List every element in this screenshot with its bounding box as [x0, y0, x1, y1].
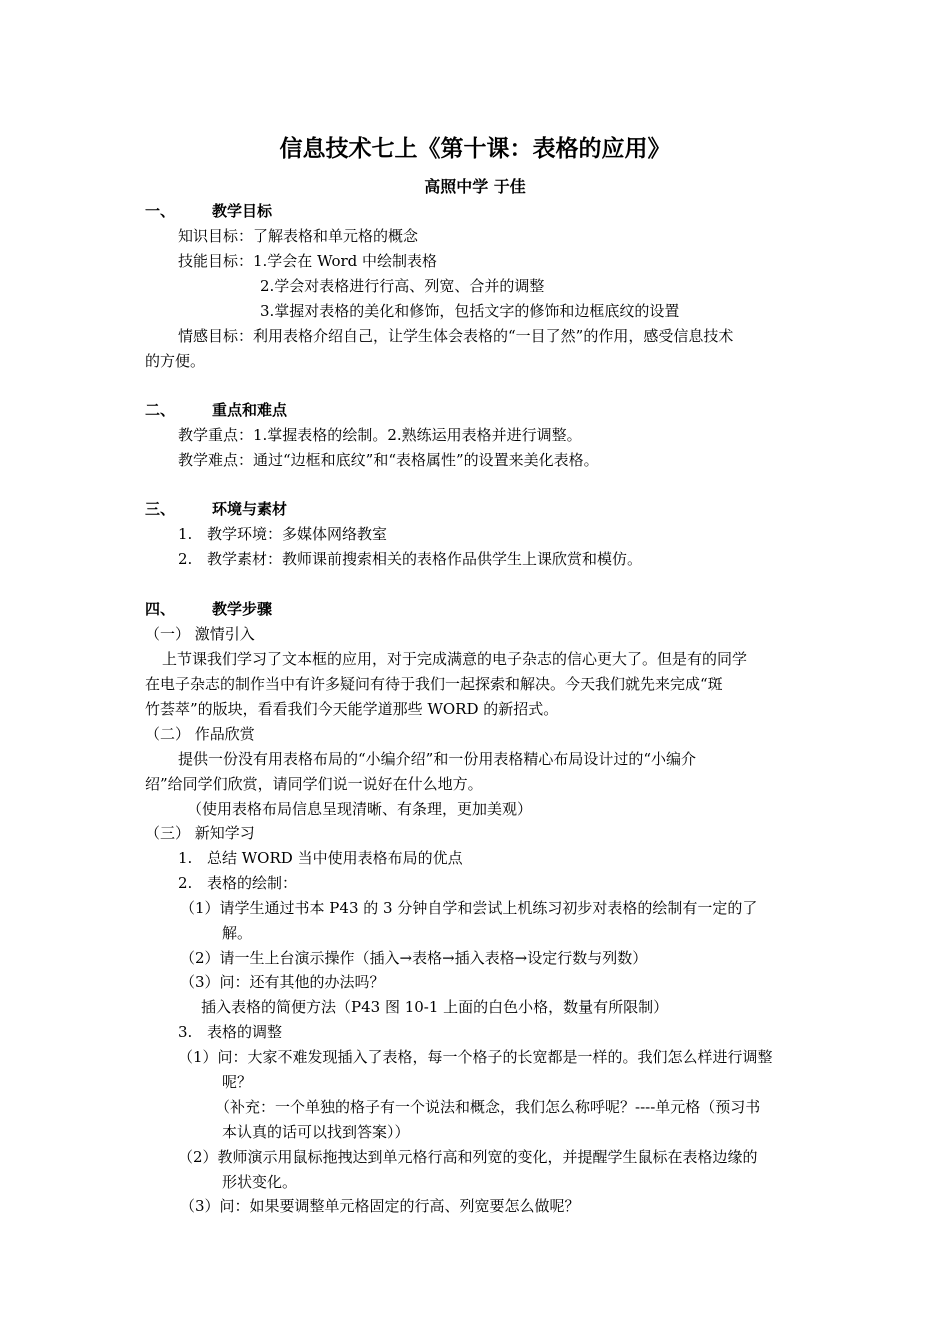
- intro-line-3: 竹荟萃”的版块，看看我们今天能学道那些 WORD 的新招式。: [145, 700, 559, 718]
- new-knowledge-3: 表格的调整: [207, 1023, 283, 1041]
- teaching-environment: 教学环境：多媒体网络教室: [207, 525, 388, 543]
- section-title: 重点和难点: [212, 401, 288, 419]
- subsection-label-1: （一） 激情引入: [145, 625, 255, 643]
- section-title: 教学步骤: [212, 600, 273, 618]
- teaching-materials: 教学素材：教师课前搜索相关的表格作品供学生上课欣赏和模仿。: [207, 550, 643, 568]
- adjust-supplement-line-2: 本认真的话可以找到答案））: [222, 1123, 410, 1141]
- section-number: 四、: [145, 600, 176, 618]
- document-title: 信息技术七上《第十课：表格的应用》: [279, 136, 671, 162]
- list-item-number: 3.: [178, 1023, 193, 1041]
- subsection-label-2: （二） 作品欣赏: [145, 725, 255, 743]
- emotion-goal-line-1: 情感目标：利用表格介绍自己，让学生体会表格的“一目了然”的作用，感受信息技术: [178, 327, 734, 345]
- list-item-number: 1.: [178, 525, 193, 543]
- skill-goal-2: 2.学会对表格进行行高、列宽、合并的调整: [260, 277, 545, 295]
- adjust-step-2-line-2: 形状变化。: [222, 1173, 298, 1191]
- section-number: 三、: [145, 500, 176, 518]
- adjust-step-2-line-1: （2）教师演示用鼠标拖拽达到单元格行高和列宽的变化，并提醒学生鼠标在表格边缘的: [178, 1148, 758, 1166]
- subsection-label-3: （三） 新知学习: [145, 824, 255, 842]
- intro-line-1: 上节课我们学习了文本框的应用，对于完成满意的电子杂志的信心更大了。但是有的同学: [162, 650, 748, 668]
- list-item-number: 2.: [178, 874, 193, 892]
- drawing-step-1-line-1: （1）请学生通过书本 P43 的 3 分钟自学和尝试上机练习初步对表格的绘制有一定的了: [180, 899, 758, 917]
- adjust-step-3: （3）问：如果要调整单元格固定的行高、列宽要怎么做呢？: [180, 1197, 580, 1215]
- list-item-number: 2.: [178, 550, 193, 568]
- list-item-number: 1.: [178, 849, 193, 867]
- key-point: 教学重点：1.掌握表格的绘制。2.熟练运用表格并进行调整。: [178, 426, 582, 444]
- knowledge-goal: 知识目标：了解表格和单元格的概念: [178, 227, 419, 245]
- section-number: 二、: [145, 401, 176, 419]
- section-title: 环境与素材: [212, 500, 288, 518]
- difficult-point: 教学难点：通过“边框和底纹”和“表格属性”的设置来美化表格。: [178, 451, 599, 469]
- emotion-goal-line-2: 的方便。: [145, 352, 206, 370]
- adjust-step-1-line-2: 呢？: [222, 1073, 253, 1091]
- adjust-step-1-line-1: （1）问：大家不难发现插入了表格，每一个格子的长宽都是一样的。我们怎么样进行调整: [178, 1048, 773, 1066]
- appreciation-line-2: 绍”给同学们欣赏，请同学们说一说好在什么地方。: [145, 775, 483, 793]
- drawing-step-2: （2）请一生上台演示操作（插入→表格→插入表格→设定行数与列数）: [180, 949, 648, 967]
- appreciation-note: （使用表格布局信息呈现清晰、有条理，更加美观）: [187, 800, 533, 818]
- document-author: 高照中学 于佳: [424, 177, 526, 196]
- new-knowledge-2: 表格的绘制：: [207, 874, 298, 892]
- drawing-shortcut: 插入表格的简便方法（P43 图 10-1 上面的白色小格，数量有所限制）: [201, 998, 669, 1016]
- new-knowledge-1: 总结 WORD 当中使用表格布局的优点: [207, 849, 463, 867]
- appreciation-line-1: 提供一份没有用表格布局的“小编介绍”和一份用表格精心布局设计过的“小编介: [178, 750, 697, 768]
- section-number: 一、: [145, 202, 176, 220]
- drawing-step-3: （3）问：还有其他的办法吗？: [180, 973, 385, 991]
- intro-line-2: 在电子杂志的制作当中有许多疑问有待于我们一起探索和解决。今天我们就先来完成“斑: [145, 675, 723, 693]
- skill-goal-3: 3.掌握对表格的美化和修饰，包括文字的修饰和边框底纹的设置: [260, 302, 680, 320]
- skill-goal-1: 技能目标：1.学会在 Word 中绘制表格: [178, 252, 438, 270]
- section-title: 教学目标: [212, 202, 273, 220]
- drawing-step-1-line-2: 解。: [222, 924, 253, 942]
- adjust-supplement-line-1: （补充：一个单独的格子有一个说法和概念，我们怎么称呼呢？----单元格（预习书: [215, 1098, 761, 1116]
